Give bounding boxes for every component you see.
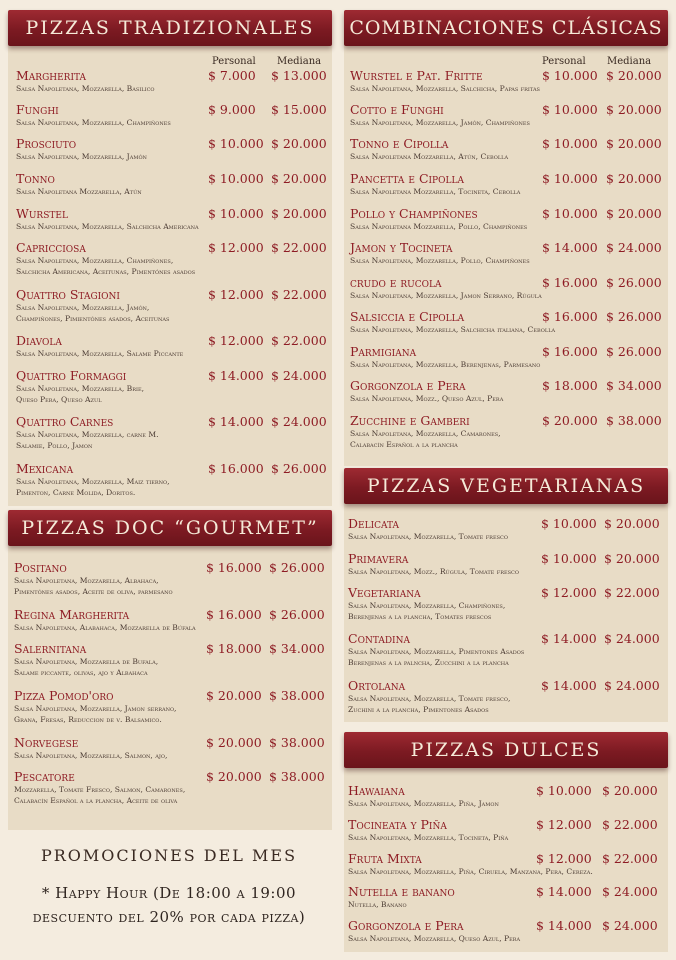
promo-title: PROMOCIONES DEL MES <box>40 846 298 865</box>
item-description: Salsa Napoletana, Mozzarella, Piña, Ciruela, Manzana, Pera, Cereza. <box>348 867 593 876</box>
price-mediana: $ 34.000 <box>606 378 662 393</box>
menu-item <box>348 884 672 910</box>
price-personal: $ 14.000 <box>541 631 597 646</box>
item-description: Salsa Napoletana, Mozz., Rúgula, Tomate fresco <box>348 567 519 576</box>
price-personal: $ 16.000 <box>542 344 598 359</box>
item-name: Pancetta e Cipolla <box>350 171 464 186</box>
price-mediana: $ 22.000 <box>271 287 327 302</box>
item-description: Salsa Napoletana, Mozzarella, Queso Azul, Pera <box>348 934 521 943</box>
price-personal: $ 14.000 <box>542 240 598 255</box>
price-mediana: $ 24.000 <box>604 631 660 646</box>
item-name: Jamon y Tocineta <box>350 240 453 255</box>
tradicionales-col-personal: Personal <box>212 56 256 67</box>
item-name: Capricciosa <box>16 240 86 255</box>
price-mediana: $ 22.000 <box>271 240 327 255</box>
menu-item <box>16 414 341 451</box>
menu-item <box>350 136 676 162</box>
item-description: Salsa Napoletana, Mozzarella, Jamon serrano, <box>14 704 177 713</box>
price-mediana: $ 24.000 <box>606 240 662 255</box>
price-personal: $ 14.000 <box>208 414 264 429</box>
gourmet-title: PIZZAS DOC “GOURMET” <box>8 510 332 546</box>
item-description: Salsa Napoletana, Mozzarella, Albahaca, <box>14 576 159 585</box>
item-name: Gorgonzola e Pera <box>350 378 466 393</box>
menu-item <box>350 309 676 335</box>
price-personal: $ 12.000 <box>541 585 597 600</box>
price-mediana: $ 24.000 <box>602 918 658 933</box>
price-mediana: $ 26.000 <box>606 309 662 324</box>
price-personal: $ 10.000 <box>542 136 598 151</box>
price-mediana: $ 20.000 <box>606 136 662 151</box>
item-description: Pimentónes asados, Aceite de oliva, parmesano <box>14 587 173 596</box>
item-description: Pimenton, Carne Molida, Doritos. <box>16 488 136 497</box>
menu-item <box>14 735 339 761</box>
price-personal: $ 20.000 <box>206 735 262 750</box>
price-mediana: $ 26.000 <box>606 344 662 359</box>
item-name: Tonno e Cipolla <box>350 136 449 151</box>
item-description: Salsa Napoletana, Mozzarella, carne M. <box>16 430 159 439</box>
price-mediana: $ 22.000 <box>602 817 658 832</box>
item-name: Norvegese <box>14 735 79 750</box>
item-name: Tonno <box>16 171 55 186</box>
price-mediana: $ 24.000 <box>602 884 658 899</box>
item-description: Salsa Napoletana, Mozzarella, Pollo, Champiñones <box>350 256 530 265</box>
combinaciones-col-personal: Personal <box>542 56 586 67</box>
menu-item <box>350 68 676 94</box>
menu-item <box>350 171 676 197</box>
price-personal: $ 14.000 <box>541 678 597 693</box>
price-personal: $ 16.000 <box>208 461 264 476</box>
item-description: Salsa Napoletana, Mozz., Queso Azul, Pera <box>350 394 504 403</box>
item-name: Contadina <box>348 631 410 646</box>
item-description: Salsa Napoletana Mozzarella, Tocineta, Cebolla <box>350 187 521 196</box>
item-description: Salsa Napoletana, Mozzarella, Salchicha italiana, Cebolla <box>350 325 556 334</box>
price-mediana: $ 24.000 <box>604 678 660 693</box>
price-personal: $ 10.000 <box>542 206 598 221</box>
price-personal: $ 14.000 <box>208 368 264 383</box>
menu-item <box>348 516 674 542</box>
item-name: Cotto e Funghi <box>350 102 444 117</box>
price-mediana: $ 20.000 <box>604 551 660 566</box>
price-mediana: $ 20.000 <box>606 102 662 117</box>
menu-item <box>16 461 341 498</box>
price-personal: $ 10.000 <box>542 68 598 83</box>
item-description: Calabacín Español a la plancha <box>350 440 458 449</box>
promo-line-2: descuento del 20% por cada pizza) <box>32 908 306 926</box>
item-description: Calabacín Español a la plancha, Aceite de oliva <box>14 796 178 805</box>
price-personal: $ 18.000 <box>206 641 262 656</box>
price-personal: $ 14.000 <box>536 884 592 899</box>
price-personal: $ 10.000 <box>541 551 597 566</box>
price-personal: $ 10.000 <box>542 171 598 186</box>
dulces-title: PIZZAS DULCES <box>344 732 668 768</box>
price-mediana: $ 38.000 <box>269 688 325 703</box>
price-mediana: $ 15.000 <box>271 102 327 117</box>
menu-item <box>16 68 341 94</box>
menu-item <box>350 102 676 128</box>
item-description: Salsa Napoletana, Mozzarella, Champiñones, <box>348 601 506 610</box>
promo-line-1: * Happy Hour (De 18:00 a 19:00 <box>41 884 297 902</box>
item-description: Berenjenas a la palncha, Zucchini a la plancha <box>348 658 509 667</box>
item-name: Delicata <box>348 516 400 531</box>
menu-item <box>16 240 341 277</box>
item-description: Berenjenas a la plancha, Tomates frescos <box>348 612 492 621</box>
menu-item <box>350 206 676 232</box>
price-mediana: $ 26.000 <box>606 275 662 290</box>
item-description: Salsa Napoletana, Mozzarella, Jamon Serrano, Rúgula <box>350 291 542 300</box>
item-description: Salsa Napoletana, Mozzarella, Brie, <box>16 384 145 393</box>
item-description: Salsa Napoletana, Mozzarella, Salmon, ajo, <box>14 751 168 760</box>
menu-item <box>16 206 341 232</box>
item-description: Salsa Napoletana, Mozzarella, Tocineta, Piña <box>348 833 509 842</box>
menu-item <box>350 413 676 450</box>
price-personal: $ 12.000 <box>536 851 592 866</box>
menu-item <box>16 136 341 162</box>
item-description: Salsa Napoletana, Mozzarella, Basilico <box>16 84 155 93</box>
price-personal: $ 10.000 <box>542 102 598 117</box>
price-mediana: $ 24.000 <box>271 414 327 429</box>
price-personal: $ 10.000 <box>208 171 264 186</box>
item-description: Salsa Napoletana, Mozzarella, Salchicha Americana <box>16 222 199 231</box>
price-mediana: $ 20.000 <box>606 68 662 83</box>
item-description: Queso Pera, Queso Azul <box>16 395 102 404</box>
price-mediana: $ 26.000 <box>269 560 325 575</box>
item-description: Salsa Napoletana, Alabahaca, Mozzarella de Búfala <box>14 623 196 632</box>
item-description: Salsa Napoletana, Mozzarella, Champiñones <box>16 118 171 127</box>
price-mediana: $ 26.000 <box>271 461 327 476</box>
item-name: Positano <box>14 560 67 575</box>
item-name: Regina Margherita <box>14 607 130 622</box>
item-description: Salsa Napoletana, Mozzarella, Jamón, <box>16 303 150 312</box>
item-description: Salamie, Pollo, Jamon <box>16 441 93 450</box>
item-description: Salsa Napoletana, Mozzarella, Tomate fresco <box>348 532 508 541</box>
price-personal: $ 10.000 <box>541 516 597 531</box>
item-name: Pollo y Champiñones <box>350 206 478 221</box>
price-personal: $ 16.000 <box>206 607 262 622</box>
menu-item <box>16 102 341 128</box>
item-name: Nutella e banano <box>348 884 455 899</box>
tradicionales-col-mediana: Mediana <box>277 56 322 67</box>
price-personal: $ 20.000 <box>542 413 598 428</box>
item-description: Salsa Napoletana, Mozzarella, Pimentones Asados <box>348 647 525 656</box>
item-description: Salsa Napoletana, Mozzarella, Salchicha, Papas fritas <box>350 84 540 93</box>
price-personal: $ 20.000 <box>206 769 262 784</box>
item-description: Salsa Napoletana, Mozzarella, Berenjenas, Parmesano <box>350 360 541 369</box>
price-mediana: $ 38.000 <box>269 735 325 750</box>
price-personal: $ 12.000 <box>208 240 264 255</box>
price-personal: $ 9.000 <box>208 102 256 117</box>
item-name: Salernitana <box>14 641 87 656</box>
item-name: Pescatore <box>14 769 75 784</box>
item-description: Salsa Napoletana, Mozzarella, Salame Piccante <box>16 349 184 358</box>
price-mediana: $ 20.000 <box>271 171 327 186</box>
price-mediana: $ 34.000 <box>269 641 325 656</box>
combinaciones-title: COMBINACIONES CLÁSICAS <box>344 10 668 46</box>
menu-item <box>348 585 674 622</box>
price-personal: $ 10.000 <box>536 783 592 798</box>
price-mediana: $ 22.000 <box>271 333 327 348</box>
item-name: Quattro Stagioni <box>16 287 120 302</box>
item-name: Pizza Pomod'oro <box>14 688 114 703</box>
item-name: Mexicana <box>16 461 74 476</box>
item-description: Grana, Fresas, Reduccion de v. Balsamico. <box>14 715 162 724</box>
menu-item <box>14 607 339 633</box>
price-personal: $ 14.000 <box>536 918 592 933</box>
menu-item <box>348 918 672 944</box>
menu-item <box>16 368 341 405</box>
price-mediana: $ 38.000 <box>269 769 325 784</box>
item-name: Tocineata y Piña <box>348 817 447 832</box>
item-description: Salsa Napoletana, Mozzarella de Bufala, <box>14 657 159 666</box>
menu-item <box>350 378 676 404</box>
item-description: Salsa Napoletana, Mozzarella, Champiñones, <box>16 256 174 265</box>
item-description: Nutella, Banano <box>348 900 407 909</box>
price-mediana: $ 20.000 <box>271 206 327 221</box>
menu-item <box>348 851 672 877</box>
vegetarianas-title: PIZZAS VEGETARIANAS <box>344 468 668 504</box>
menu-item <box>14 769 339 806</box>
price-personal: $ 16.000 <box>542 309 598 324</box>
menu-item <box>14 560 339 597</box>
price-personal: $ 18.000 <box>542 378 598 393</box>
price-mediana: $ 26.000 <box>269 607 325 622</box>
item-name: Salsiccia e Cipolla <box>350 309 465 324</box>
price-mediana: $ 20.000 <box>604 516 660 531</box>
item-description: Salsa Napoletana Mozzarella, Atún <box>16 187 142 196</box>
combinaciones-col-mediana: Mediana <box>607 56 652 67</box>
menu-item <box>348 551 674 577</box>
item-name: Quattro Carnes <box>16 414 114 429</box>
menu-item <box>348 631 674 668</box>
item-description: Salsa Napoletana Mozzarella, Pollo, Champiñones <box>350 222 528 231</box>
item-name: Fruta Mixta <box>348 851 422 866</box>
price-mediana: $ 20.000 <box>271 136 327 151</box>
item-description: Salsa Napoletana, Mozzarella, Tomate fresco, <box>348 694 511 703</box>
price-personal: $ 12.000 <box>536 817 592 832</box>
price-personal: $ 12.000 <box>208 333 264 348</box>
price-personal: $ 12.000 <box>208 287 264 302</box>
item-name: Gorgonzola e Pera <box>348 918 464 933</box>
menu-item <box>14 688 339 725</box>
price-mediana: $ 20.000 <box>606 171 662 186</box>
menu-item <box>14 641 339 678</box>
item-name: Quattro Formaggi <box>16 368 127 383</box>
price-mediana: $ 24.000 <box>271 368 327 383</box>
item-description: Salame piccante, olivas, ajo y Albahaca <box>14 668 148 677</box>
price-personal: $ 10.000 <box>208 136 264 151</box>
item-name: Parmigiana <box>350 344 417 359</box>
item-name: Vegetariana <box>348 585 421 600</box>
menu-item <box>348 817 672 843</box>
item-description: Salchicha Americana, Aceitunas, Pimentónes asados <box>16 267 196 276</box>
price-personal: $ 16.000 <box>206 560 262 575</box>
item-name: Wurstel e Pat. Fritte <box>350 68 483 83</box>
price-personal: $ 20.000 <box>206 688 262 703</box>
price-mediana: $ 38.000 <box>606 413 662 428</box>
price-mediana: $ 20.000 <box>602 783 658 798</box>
menu-item <box>348 678 674 715</box>
price-personal: $ 16.000 <box>542 275 598 290</box>
tradicionales-title: PIZZAS TRADIZIONALES <box>8 10 332 46</box>
item-name: Ortolana <box>348 678 406 693</box>
item-description: Zuchini a la plancha, Pimentones Asados <box>348 705 489 714</box>
item-name: Hawaiana <box>348 783 405 798</box>
menu-item <box>16 287 341 324</box>
menu-item <box>350 240 676 266</box>
menu-item <box>16 171 341 197</box>
menu-item <box>350 344 676 370</box>
price-mediana: $ 22.000 <box>602 851 658 866</box>
item-name: Wurstel <box>16 206 68 221</box>
item-name: crudo e rucola <box>350 275 442 290</box>
item-description: Champiñones, Pimientónes asados, Aceitunas <box>16 314 170 323</box>
item-description: Salsa Napoletana, Mozzarella, Camarones, <box>350 429 501 438</box>
item-description: Mozzarella, Tomate Fresco, Salmon, Camarones, <box>14 785 186 794</box>
item-description: Salsa Napoletana, Mozzarella, Jamón, Champiñones <box>350 118 530 127</box>
price-mediana: $ 22.000 <box>604 585 660 600</box>
price-mediana: $ 13.000 <box>271 68 327 83</box>
price-personal: $ 7.000 <box>208 68 256 83</box>
item-description: Salsa Napoletana, Mozzarella, Maiz tierno, <box>16 477 170 486</box>
price-mediana: $ 20.000 <box>606 206 662 221</box>
item-description: Salsa Napoletana, Mozzarella, Piña, Jamon <box>348 799 499 808</box>
item-name: Prosciuto <box>16 136 77 151</box>
item-name: Funghi <box>16 102 59 117</box>
menu-item <box>350 275 676 301</box>
item-name: Margherita <box>16 68 87 83</box>
item-name: Zucchine e Gamberi <box>350 413 470 428</box>
item-description: Salsa Napoletana Mozzarella, Atún, Cebolla <box>350 152 509 161</box>
menu-item <box>348 783 672 809</box>
item-name: Diavola <box>16 333 62 348</box>
item-name: Primavera <box>348 551 409 566</box>
menu-item <box>16 333 341 359</box>
item-description: Salsa Napoletana, Mozzarella, Jamón <box>16 152 147 161</box>
price-personal: $ 10.000 <box>208 206 264 221</box>
